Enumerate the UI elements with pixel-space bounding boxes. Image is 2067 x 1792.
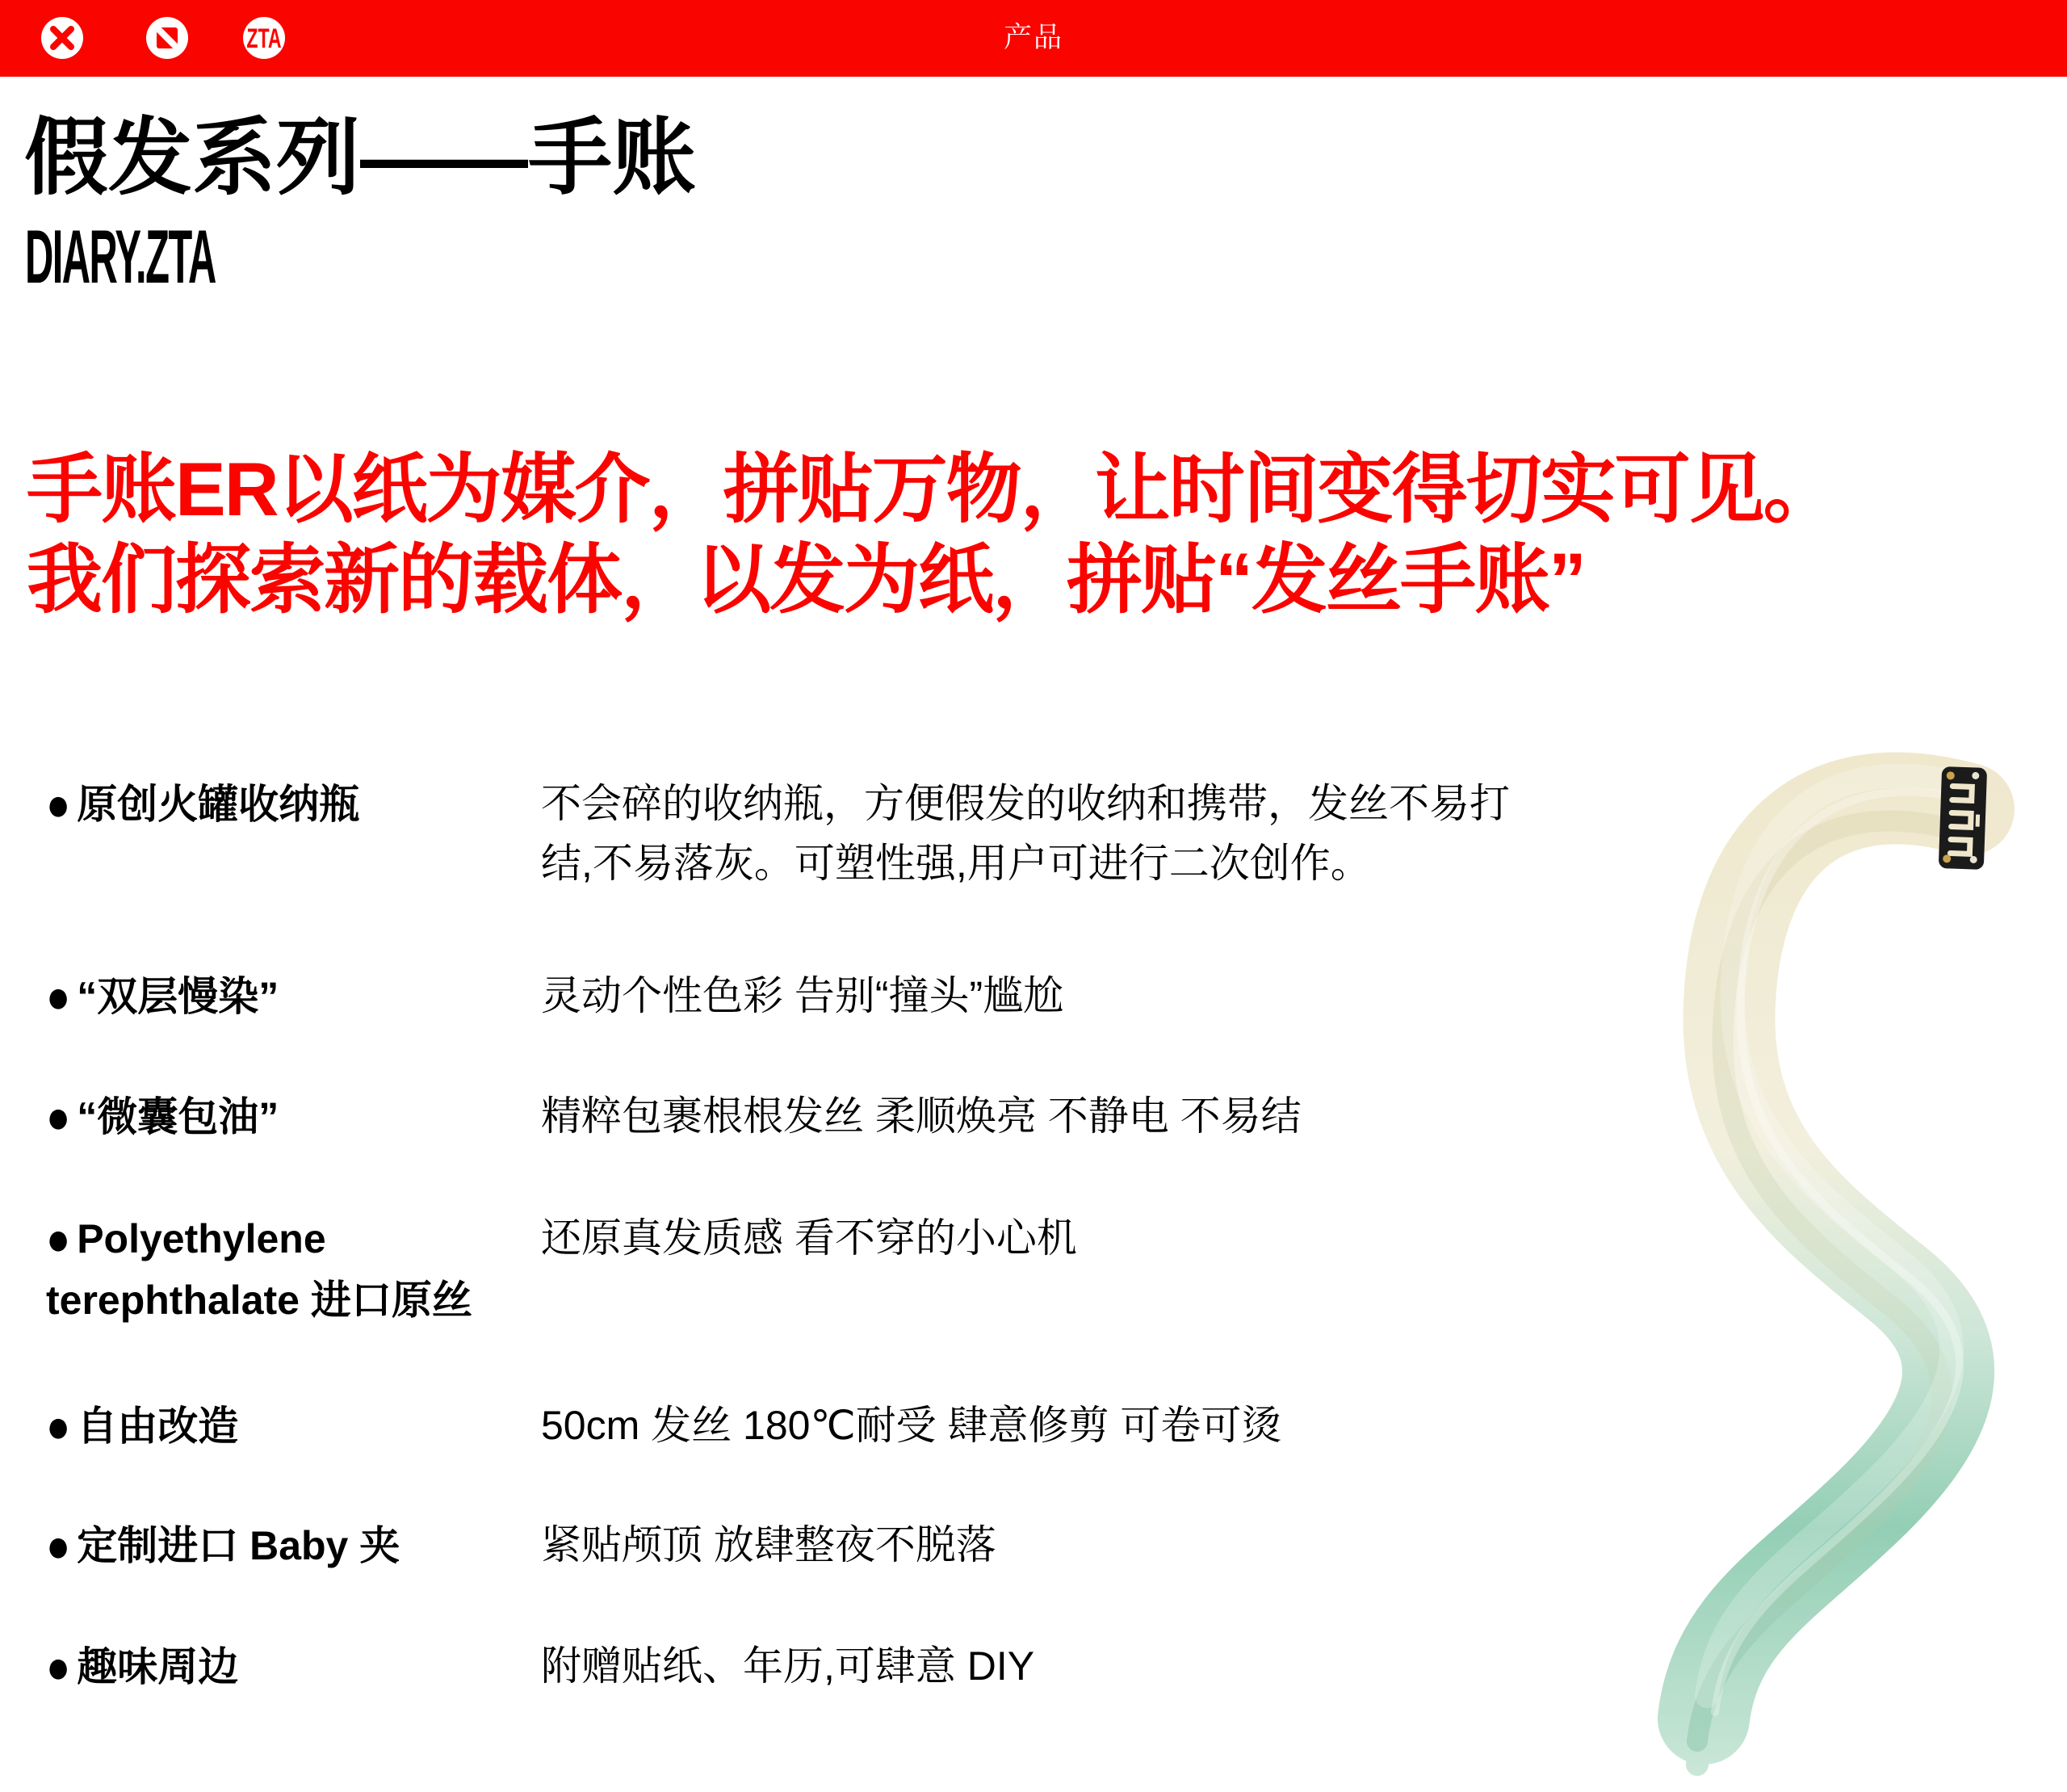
feature-label [46, 774, 510, 835]
clip-teeth [1950, 787, 1972, 854]
hair-texture-shadow [1697, 821, 1962, 1741]
bullet-icon: ● [46, 1640, 71, 1693]
feature-label-text: “微囊包油” [77, 1094, 279, 1139]
feature-desc: 精粹包裹根根发丝 柔顺焕亮 不静电 不易结 [541, 1093, 1302, 1139]
feature-label [46, 1636, 510, 1698]
zta-logo-text: ZTA [246, 23, 282, 55]
intro-line-2: 我们探索新的载体，以发为纸，拼贴“发丝手账” [27, 537, 1586, 622]
bullet-icon: ● [46, 970, 71, 1023]
clip-snap-cream-top [1972, 772, 1979, 779]
page-title: 假发系列——手账 [24, 111, 697, 205]
intro-statement [27, 444, 2063, 625]
feature-desc: 附赠贴纸、年历,可肆意 DIY [541, 1643, 1035, 1689]
bullet-icon: ● [46, 1212, 71, 1265]
hair-strand-tip-end [1697, 1664, 1709, 1765]
feature-label-text: “双层慢染” [77, 974, 279, 1019]
top-bar [0, 0, 2067, 77]
feature-label [46, 1086, 510, 1148]
hair-strand-tip [1705, 1517, 1857, 1736]
feature-desc: 灵动个性色彩 告别“撞头”尴尬 [541, 973, 1064, 1018]
feature-label [46, 1395, 510, 1457]
bullet-icon: ● [46, 1400, 71, 1453]
bullet-icon: ● [46, 1519, 71, 1572]
feature-label [46, 1515, 510, 1576]
intro-line-1: 手账ER以纸为媒介，拼贴万物，让时间变得切实可见。 [27, 447, 1838, 531]
feature-desc: 还原真发质感 看不穿的小心机 [541, 1215, 1077, 1261]
feature-label-text: 原创火罐收纳瓶 [77, 782, 360, 827]
feature-desc: 50cm 发丝 180℃耐受 肆意修剪 可卷可烫 [541, 1403, 1282, 1448]
feature-label-text: 趣味周边 [77, 1644, 239, 1689]
feature-label-text: Polyethylene terephthalate 进口原丝 [46, 1216, 472, 1323]
feature-desc: 紧贴颅顶 放肆整夜不脱落 [541, 1522, 996, 1567]
feature-label-text: 定制进口 Baby 夹 [77, 1523, 400, 1568]
clip-snap-gold-top [1947, 771, 1955, 779]
feature-desc: 不会碎的收纳瓶，方便假发的收纳和携带，发丝不易打结,不易落灰。可塑性强,用户可进行二次创作。 [541, 781, 1510, 886]
feature-label [46, 966, 510, 1027]
menu-item-product[interactable]: 产品 [1003, 22, 1063, 53]
feature-label [46, 1208, 510, 1331]
hair-texture-highlight [1707, 776, 1972, 1696]
feature-label-text: 自由改造 [77, 1404, 239, 1449]
clip-snap-cream-bottom [1970, 856, 1977, 863]
hair-texture-highlight-thin [1715, 792, 1980, 1712]
page-subtitle: DIARY.ZTA [25, 214, 216, 299]
bullet-icon: ● [46, 1090, 71, 1144]
clip-snap-gold-bottom [1943, 854, 1951, 862]
bullet-icon: ● [46, 778, 71, 831]
hair-strand-main [1704, 799, 1968, 1719]
hair-clip [1939, 766, 1987, 870]
